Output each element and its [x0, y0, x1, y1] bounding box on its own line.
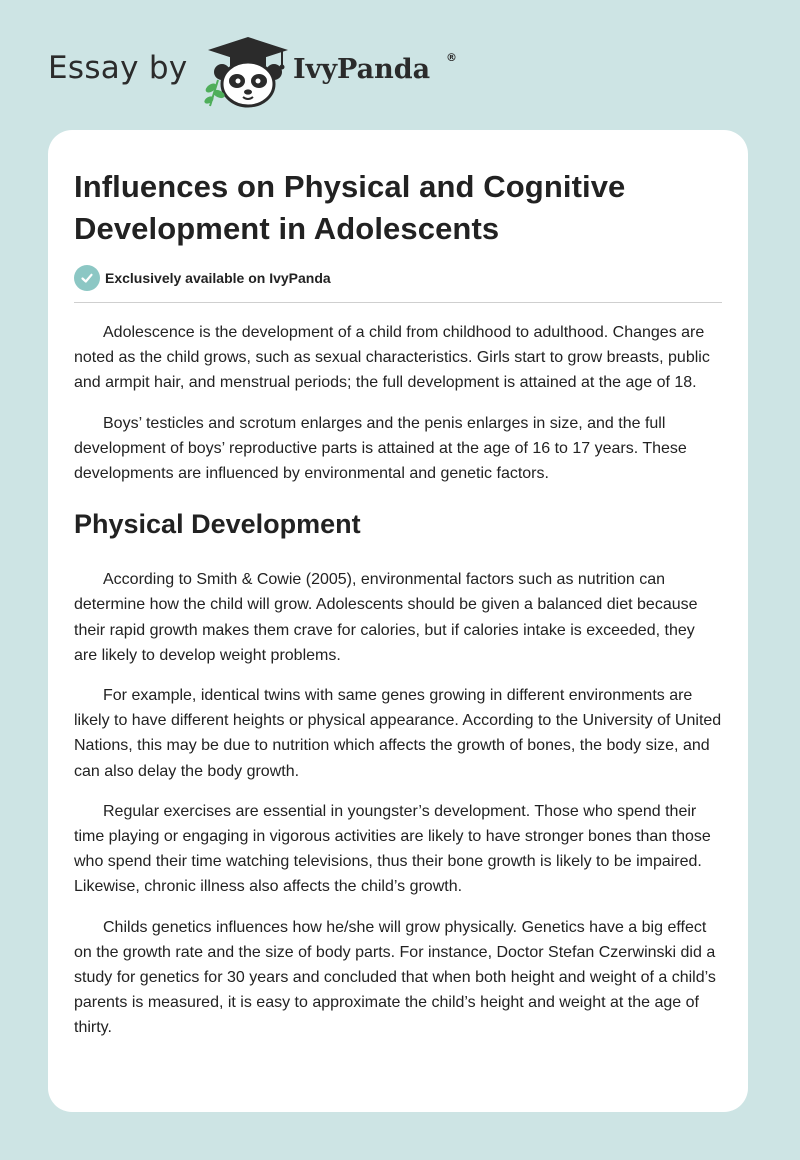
title-divider — [74, 302, 722, 303]
essay-title: Influences on Physical and Cognitive Development in Adolescents — [74, 169, 626, 246]
brand-header — [48, 36, 508, 108]
registered-mark: ® — [446, 51, 457, 64]
brand-prefix: Essay by — [48, 50, 188, 86]
paragraph: Childs genetics influences how he/she will grow physically. Genetics have a big effect on the growth rate and the size of body parts. For instance, Doctor Stefan Czerwinski did a study for genetics for 30 years and concluded that when both height and weight of a child’s parents is measured, it is easy to approximate the child’s height and weight at the age of thirty. — [74, 918, 716, 1037]
exclusive-badge-text: Exclusively available on IvyPanda — [105, 270, 331, 286]
essay-body — [74, 320, 722, 1041]
paragraph: According to Smith & Cowie (2005), environmental factors such as nutrition can determine how the child will grow. Adolescents should be given a balanced diet because their rapid growth makes them crave for calories, but if calories intake is exceeded, they are likely to develop weight problems. — [74, 571, 698, 664]
paragraph: Boys’ testicles and scrotum enlarges and the penis enlarges in size, and the full development of boys’ reproductive parts is attained at the age of 16 to 17 years. These developments are influenced by environmental and genetic factors. — [74, 414, 687, 483]
check-icon — [74, 265, 100, 291]
brand-name: IvyPanda — [293, 54, 431, 85]
paragraph: Regular exercises are essential in youngster’s development. Those who spend their time playing or engaging in vigorous activities are likely to have stronger bones than those who spend their time watching televisions, thus their bone growth is likely to be impaired. Likewise, chronic illness also affects the child’s growth. — [74, 802, 711, 896]
section-heading: Physical Development — [74, 509, 361, 540]
essay-card — [48, 130, 748, 1112]
paragraph: For example, identical twins with same genes growing in different environments are likely to have different heights or physical appearance. According to the University of United Nations, this may be due to nutrition which affects the growth of bones, the body size, and can also delay the body growth. — [74, 687, 722, 780]
panda-graduate-logo-icon[interactable] — [200, 36, 290, 108]
paragraph: Adolescence is the development of a child from childhood to adulthood. Changes are noted as the child grows, such as sexual characteristics. Girls start to grow breasts, public and armpit hair, and menstrual periods; the full development is attained at the age of 18. — [74, 324, 710, 392]
exclusive-badge — [74, 264, 722, 292]
